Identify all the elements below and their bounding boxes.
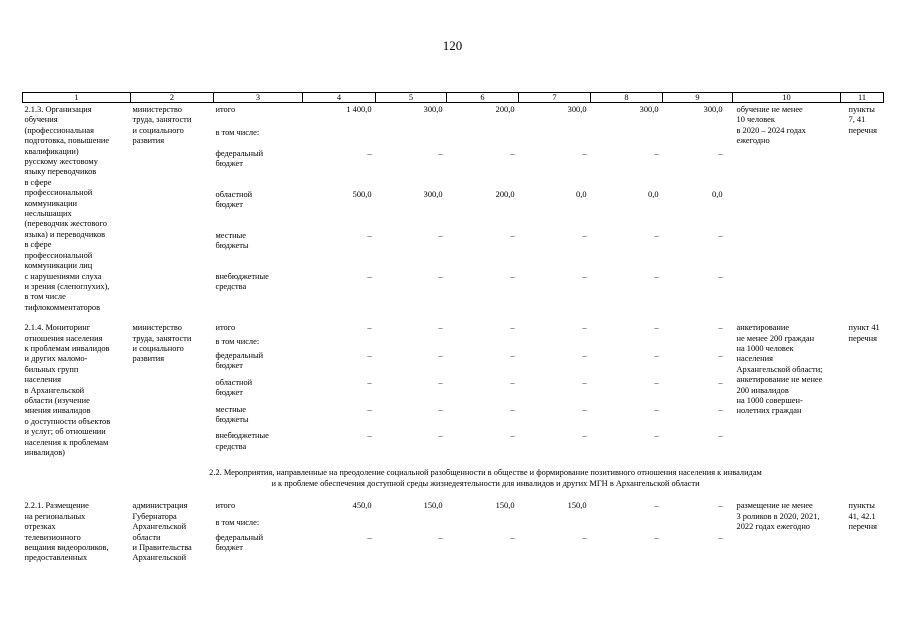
points-line: перечня bbox=[848, 125, 877, 135]
funding-source-label bbox=[214, 128, 303, 149]
measure-title-line: профессиональной bbox=[24, 188, 93, 198]
funding-source-label bbox=[214, 231, 303, 272]
amount-cell bbox=[303, 518, 376, 533]
amount-cell: – bbox=[718, 350, 723, 360]
amount-cell: – bbox=[438, 404, 443, 414]
amount-cell bbox=[663, 518, 733, 533]
amount-cell: 150,0 bbox=[495, 501, 515, 511]
spacer-row bbox=[23, 313, 884, 321]
amount-cell: – bbox=[654, 377, 659, 387]
column-number-cell: 3 bbox=[214, 93, 303, 103]
amount-cell bbox=[303, 337, 376, 350]
measure-2-1-3-title-cell bbox=[23, 103, 131, 314]
amount-cell: – bbox=[510, 377, 515, 387]
result-line: в 2020 – 2024 годах bbox=[736, 125, 806, 135]
funding-source-line: бюджеты bbox=[215, 414, 249, 424]
funding-source-line: итого bbox=[215, 323, 236, 333]
amount-cell bbox=[591, 337, 663, 350]
amount-cell: – bbox=[367, 404, 372, 414]
amount-cell: 300,0 bbox=[567, 105, 587, 114]
amount-cell: – bbox=[654, 323, 659, 333]
amount-cell: 200,0 bbox=[495, 189, 515, 199]
funding-source-label bbox=[214, 499, 303, 517]
measure-title-line: подготовка, повышение bbox=[24, 136, 110, 146]
amount-cell: – bbox=[438, 377, 443, 387]
amount-cell: – bbox=[367, 230, 372, 240]
amount-cell: – bbox=[510, 350, 515, 360]
measure-title-line: в сфере bbox=[24, 177, 52, 187]
amount-cell: – bbox=[654, 350, 659, 360]
measure-2-2-1-row bbox=[23, 499, 884, 517]
amount-cell bbox=[376, 128, 447, 149]
executor-line: развития bbox=[132, 136, 165, 146]
funding-source-label bbox=[214, 405, 303, 432]
measure-2-2-1-executor-cell bbox=[131, 499, 214, 563]
measure-2-1-3-points-cell bbox=[841, 103, 884, 314]
funding-source-label bbox=[214, 321, 303, 337]
measure-2-2-1-result-cell bbox=[733, 499, 841, 563]
funding-source-label bbox=[214, 103, 303, 129]
measure-title-line: квалификации) bbox=[24, 146, 79, 156]
measure-title-line: коммуникации bbox=[24, 198, 78, 208]
result-line: ежегодно bbox=[736, 136, 770, 146]
amount-cell: – bbox=[438, 350, 443, 360]
measure-title-line: (профессиональная bbox=[24, 125, 94, 135]
amount-cell: – bbox=[438, 431, 443, 441]
amount-cell: – bbox=[367, 377, 372, 387]
executor-line: министерство bbox=[132, 323, 182, 333]
funding-source-label bbox=[214, 351, 303, 378]
measure-2-1-3-row bbox=[23, 103, 884, 129]
measure-2-1-4-row bbox=[23, 321, 884, 337]
measure-title-line: русскому жестовому bbox=[24, 157, 98, 167]
measure-title-line: в том числе bbox=[24, 292, 66, 302]
funding-source-label bbox=[214, 337, 303, 350]
amount-cell: – bbox=[438, 533, 443, 543]
measure-2-1-3-result-cell bbox=[733, 103, 841, 314]
measure-title-line: обучения bbox=[24, 115, 58, 125]
measure-title-line: отношения населения bbox=[24, 333, 103, 343]
measure-title-line: области (изучение bbox=[24, 395, 90, 405]
measure-title-line: в Архангельской bbox=[24, 385, 85, 395]
amount-cell: – bbox=[510, 533, 515, 543]
section-indent-cell bbox=[23, 458, 131, 499]
amount-cell: – bbox=[582, 377, 587, 387]
amount-cell bbox=[519, 128, 591, 149]
column-number-cell: 10 bbox=[733, 93, 841, 103]
funding-source-line: местные bbox=[215, 404, 246, 414]
amount-cell: – bbox=[582, 533, 587, 543]
measure-2-1-3-executor-cell bbox=[131, 103, 214, 314]
funding-source-line: средства bbox=[215, 282, 247, 292]
amount-cell: – bbox=[367, 323, 372, 333]
amount-cell: – bbox=[582, 404, 587, 414]
amount-cell bbox=[663, 337, 733, 350]
result-line: 3 роликов в 2020, 2021, bbox=[736, 511, 820, 521]
points-line: перечня bbox=[848, 333, 877, 343]
measure-title-line: 2.1.4. Мониторинг bbox=[24, 323, 91, 333]
amount-cell: – bbox=[718, 230, 723, 240]
funding-source-line: в том числе: bbox=[215, 517, 260, 527]
amount-cell: – bbox=[654, 501, 659, 511]
amount-cell: – bbox=[654, 271, 659, 281]
measure-title-line: и зрения (слепоглухих), bbox=[24, 281, 110, 291]
spacer-cell bbox=[23, 313, 884, 321]
points-line: пункты bbox=[848, 501, 875, 511]
amount-cell: – bbox=[367, 350, 372, 360]
funding-source-line: федеральный bbox=[215, 350, 264, 360]
amount-cell: 200,0 bbox=[495, 105, 515, 114]
amount-cell: – bbox=[718, 533, 723, 543]
section-title-line: и к проблеме обеспечения доступной среды жизнедеятельности для инвалидов и других МГН в Архангельской области bbox=[271, 478, 700, 488]
funding-source-line: в том числе: bbox=[215, 128, 260, 137]
amount-cell: – bbox=[510, 323, 515, 333]
table-body bbox=[23, 93, 884, 564]
executor-line: труда, занятости bbox=[132, 115, 192, 125]
executor-line: Губернатора bbox=[132, 511, 177, 521]
amount-cell: – bbox=[510, 148, 515, 158]
measure-title-line: тифлокомментаторов bbox=[24, 302, 101, 312]
funding-source-label bbox=[214, 431, 303, 458]
funding-source-line: федеральный bbox=[215, 533, 264, 543]
funding-source-line: областной bbox=[215, 189, 253, 199]
amount-cell bbox=[519, 518, 591, 533]
points-line: перечня bbox=[848, 522, 877, 532]
measure-title-line: о доступности объектов bbox=[24, 416, 111, 426]
column-number-cell: 11 bbox=[841, 93, 884, 103]
funding-source-label bbox=[214, 149, 303, 190]
amount-cell: 150,0 bbox=[423, 501, 443, 511]
amount-cell: – bbox=[367, 533, 372, 543]
measure-title-line: инвалидов) bbox=[24, 448, 65, 457]
amount-cell: 450,0 bbox=[352, 501, 372, 511]
amount-cell: – bbox=[438, 323, 443, 333]
amount-cell: 500,0 bbox=[352, 189, 372, 199]
executor-line: области bbox=[132, 532, 161, 542]
result-line: анкетирование bbox=[736, 323, 790, 333]
amount-cell: – bbox=[582, 148, 587, 158]
column-number-cell: 5 bbox=[376, 93, 447, 103]
result-line: Архангельской области; bbox=[736, 364, 823, 374]
result-line: на 1000 человек bbox=[736, 343, 794, 353]
amount-cell: – bbox=[718, 148, 723, 158]
funding-source-line: федеральный bbox=[215, 148, 264, 158]
amount-cell: – bbox=[654, 533, 659, 543]
result-line: 200 инвалидов bbox=[736, 385, 789, 395]
measure-title-line: с нарушениями слуха bbox=[24, 271, 102, 281]
result-line: нолетних граждан bbox=[736, 406, 802, 416]
points-line: пункты bbox=[848, 105, 875, 114]
points-line: 41, 42.1 bbox=[848, 511, 876, 521]
executor-line: и социального bbox=[132, 343, 184, 353]
funding-source-line: итого bbox=[215, 105, 236, 114]
measure-title-line: бильных групп bbox=[24, 364, 79, 374]
measure-title-line: 2.1.3. Организация bbox=[24, 105, 92, 114]
result-line: размещение не менее bbox=[736, 501, 813, 511]
measure-title-line: коммуникации лиц bbox=[24, 261, 93, 271]
amount-cell bbox=[447, 128, 519, 149]
amount-cell: 1 400,0 bbox=[346, 105, 372, 114]
funding-source-label bbox=[214, 378, 303, 405]
amount-cell: – bbox=[718, 404, 723, 414]
amount-cell: 300,0 bbox=[423, 105, 443, 114]
measure-2-2-1-title-cell bbox=[23, 499, 131, 563]
measure-title-line: языку переводчиков bbox=[24, 167, 97, 177]
measure-2-1-4-title-cell bbox=[23, 321, 131, 458]
points-line: 7, 41 bbox=[848, 115, 866, 125]
amount-cell: – bbox=[510, 230, 515, 240]
column-number-cell: 6 bbox=[447, 93, 519, 103]
amount-cell: 300,0 bbox=[703, 105, 723, 114]
amount-cell: – bbox=[510, 404, 515, 414]
section-title-line: 2.2. Мероприятия, направленные на преодоление социальной разобщенности в обществе и формирование позитивного отношения населения к инвалидам bbox=[209, 468, 762, 478]
amount-cell: – bbox=[510, 271, 515, 281]
funding-source-line: итого bbox=[215, 501, 236, 511]
funding-source-label bbox=[214, 272, 303, 313]
points-line: пункт 41 bbox=[848, 323, 880, 333]
executor-line: администрация bbox=[132, 501, 188, 511]
amount-cell bbox=[591, 128, 663, 149]
funding-source-line: бюджеты bbox=[215, 241, 249, 251]
funding-source-line: средства bbox=[215, 441, 247, 451]
measure-title-line: языка) и переводчиков bbox=[24, 229, 106, 239]
measure-title-line: к проблемам инвалидов bbox=[24, 343, 110, 353]
measure-title-line: в сфере bbox=[24, 240, 52, 250]
amount-cell bbox=[376, 337, 447, 350]
amount-cell bbox=[447, 337, 519, 350]
measure-2-1-4-executor-cell bbox=[131, 321, 214, 458]
result-line: 2022 годах ежегодно bbox=[736, 522, 810, 532]
result-line: обучение не менее bbox=[736, 105, 803, 114]
funding-source-line: бюджет bbox=[215, 158, 243, 168]
amount-cell: – bbox=[367, 148, 372, 158]
amount-cell: – bbox=[718, 501, 723, 511]
column-number-cell: 2 bbox=[131, 93, 214, 103]
measure-title-line: вещания видеороликов, bbox=[24, 543, 109, 553]
amount-cell: – bbox=[654, 431, 659, 441]
result-line: не менее 200 граждан bbox=[736, 333, 815, 343]
measure-2-1-4-points-cell bbox=[841, 321, 884, 458]
column-number-cell: 7 bbox=[519, 93, 591, 103]
executor-line: и социального bbox=[132, 125, 184, 135]
funding-source-line: бюджет bbox=[215, 543, 243, 553]
measure-title-line: телевизионного bbox=[24, 532, 81, 542]
amount-cell: – bbox=[654, 404, 659, 414]
funding-source-line: областной bbox=[215, 377, 253, 387]
amount-cell: – bbox=[367, 271, 372, 281]
column-number-cell: 4 bbox=[303, 93, 376, 103]
page-number: 120 bbox=[442, 38, 463, 53]
amount-cell: – bbox=[582, 431, 587, 441]
column-number-cell: 9 bbox=[663, 93, 733, 103]
program-table bbox=[22, 92, 884, 564]
funding-source-line: внебюджетные bbox=[215, 431, 269, 441]
amount-cell: 0,0 bbox=[648, 189, 659, 199]
amount-cell: 150,0 bbox=[567, 501, 587, 511]
executor-line: и Правительства bbox=[132, 543, 192, 553]
measure-title-line: предоставленных bbox=[24, 553, 88, 563]
measure-title-line: отрезках bbox=[24, 522, 56, 532]
funding-source-line: в том числе: bbox=[215, 337, 260, 347]
amount-cell: – bbox=[582, 323, 587, 333]
amount-cell: – bbox=[654, 148, 659, 158]
amount-cell: – bbox=[718, 431, 723, 441]
measure-2-2-1-points-cell bbox=[841, 499, 884, 563]
amount-cell: – bbox=[582, 271, 587, 281]
executor-line: министерство bbox=[132, 105, 182, 114]
funding-source-label bbox=[214, 533, 303, 564]
measure-title-line: 2.2.1. Размещение bbox=[24, 501, 89, 511]
amount-cell: – bbox=[438, 148, 443, 158]
funding-source-line: местные bbox=[215, 230, 246, 240]
executor-line: Архангельской bbox=[132, 522, 187, 532]
measure-title-line: неслышащих bbox=[24, 209, 72, 219]
amount-cell: 0,0 bbox=[712, 189, 723, 199]
amount-cell: – bbox=[718, 377, 723, 387]
amount-cell: – bbox=[510, 431, 515, 441]
amount-cell: 300,0 bbox=[423, 189, 443, 199]
executor-line: труда, занятости bbox=[132, 333, 192, 343]
executor-line: Архангельской bbox=[132, 553, 187, 563]
measure-2-1-4-result-cell bbox=[733, 321, 841, 458]
amount-cell: 300,0 bbox=[639, 105, 659, 114]
amount-cell bbox=[376, 518, 447, 533]
funding-source-line: внебюджетные bbox=[215, 271, 269, 281]
section-end-cell bbox=[841, 458, 884, 499]
amount-cell: 0,0 bbox=[576, 189, 587, 199]
amount-cell: – bbox=[654, 230, 659, 240]
amount-cell: – bbox=[438, 271, 443, 281]
result-line: на 1000 совершен- bbox=[736, 395, 803, 405]
result-line: населения bbox=[736, 354, 773, 364]
funding-source-label bbox=[214, 518, 303, 533]
section-row bbox=[23, 458, 884, 499]
result-line: анкетирование не менее bbox=[736, 375, 823, 385]
measure-title-line: и услуг; об отношении bbox=[24, 427, 106, 437]
measure-title-line: на региональных bbox=[24, 511, 86, 521]
amount-cell bbox=[303, 128, 376, 149]
amount-cell: – bbox=[718, 271, 723, 281]
column-number-row bbox=[23, 93, 884, 103]
amount-cell: – bbox=[718, 323, 723, 333]
amount-cell: – bbox=[438, 230, 443, 240]
measure-title-line: населения bbox=[24, 375, 61, 385]
amount-cell bbox=[591, 518, 663, 533]
amount-cell bbox=[447, 518, 519, 533]
amount-cell: – bbox=[582, 350, 587, 360]
amount-cell: – bbox=[582, 230, 587, 240]
measure-title-line: мнения инвалидов bbox=[24, 406, 91, 416]
funding-source-line: бюджет bbox=[215, 200, 243, 210]
amount-cell bbox=[519, 337, 591, 350]
column-number-cell: 1 bbox=[23, 93, 131, 103]
measure-title-line: (переводчик жестового bbox=[24, 219, 107, 229]
executor-line: развития bbox=[132, 354, 165, 364]
funding-source-line: бюджет bbox=[215, 387, 243, 397]
measure-title-line: и других маломо- bbox=[24, 354, 88, 364]
measure-title-line: населения к проблемам bbox=[24, 437, 109, 447]
result-line: 10 человек bbox=[736, 115, 775, 125]
amount-cell bbox=[663, 128, 733, 149]
funding-source-line: бюджет bbox=[215, 361, 243, 371]
amount-cell: – bbox=[367, 431, 372, 441]
column-number-cell: 8 bbox=[591, 93, 663, 103]
measure-title-line: профессиональной bbox=[24, 250, 93, 260]
section-title bbox=[131, 458, 841, 499]
funding-source-label bbox=[214, 190, 303, 231]
